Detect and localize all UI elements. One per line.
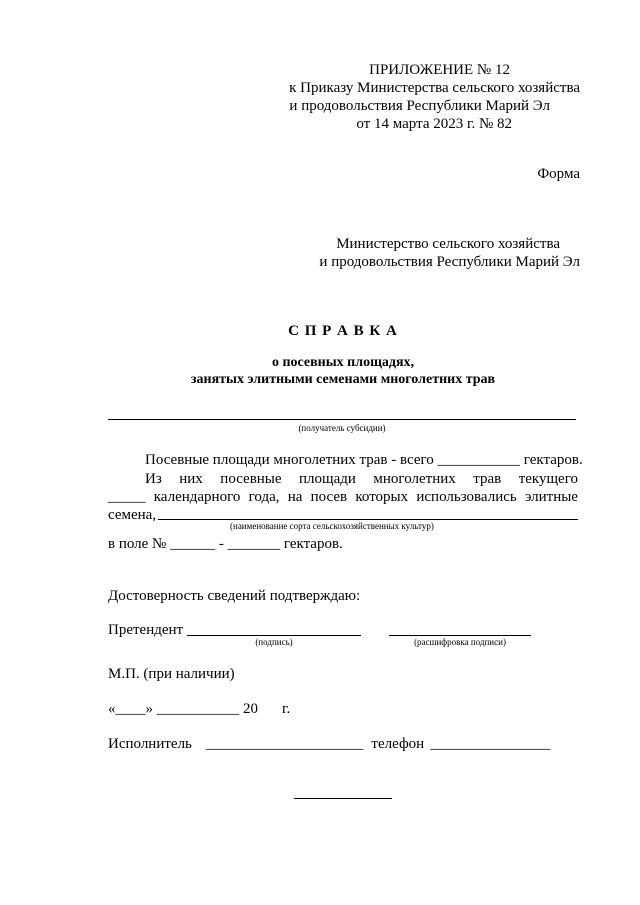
word: них [179, 471, 203, 487]
open-quote: « [108, 701, 116, 717]
word: текущего [518, 471, 578, 487]
closing-rule [294, 798, 392, 799]
year-blank: _____ [108, 489, 146, 505]
word: площади [299, 471, 356, 487]
stamp-label: М.П. (при наличии) [108, 666, 235, 682]
decoding-caption: (расшифровка подписи) [414, 637, 506, 647]
recipient-caption: (получатель субсидии) [298, 423, 386, 433]
month-blank: ___________ [156, 701, 240, 717]
executor-line [108, 735, 550, 753]
decoding-line [389, 635, 531, 636]
word: Из [145, 471, 162, 487]
variety-caption: (наименование сорта сельскохозяйственных культур) [230, 521, 434, 531]
field-number-line: в поле № ______ - _______ гектаров. [108, 536, 343, 552]
paragraph-current-year [145, 470, 578, 488]
date-line [108, 700, 290, 718]
total-area-blank: ___________ [437, 452, 521, 468]
total-area-prefix: Посевные площади многолетних трав - всего [145, 452, 438, 468]
word: на [287, 489, 303, 505]
addressee-line-2: и продовольствия Республики Марий Эл [319, 254, 580, 270]
close-quote: » [145, 701, 153, 717]
word: использовались [416, 489, 517, 505]
signature-line [187, 635, 361, 636]
phone-label: телефон [371, 736, 425, 752]
day-blank: ____ [115, 701, 146, 717]
signature-caption: (подпись) [255, 637, 293, 647]
subtitle-line-1: о посевных площадях, [271, 355, 415, 370]
order-line-1: к Приказу Министерства сельского хозяйства [289, 80, 580, 96]
paragraph-total-area [145, 451, 583, 469]
subtitle-line-2: занятых элитными семенами многолетних трав [190, 372, 496, 387]
order-line-2: и продовольствия Республики Марий Эл [289, 98, 550, 114]
recipient-line [108, 419, 576, 420]
total-area-suffix: гектаров. [520, 452, 583, 468]
confirmation-text: Достоверность сведений подтверждаю: [108, 588, 361, 604]
word: трав [473, 471, 502, 487]
form-label: Форма [537, 166, 580, 182]
applicant-label: Претендент [108, 622, 184, 638]
word: календарного [153, 489, 241, 505]
document-title: С П Р А В К А [288, 323, 398, 339]
seeds-label: семена, [108, 507, 157, 523]
addressee-line-1: Министерство сельского хозяйства [336, 236, 560, 252]
word: элитные [524, 489, 578, 505]
paragraph-calendar-year [108, 488, 578, 506]
order-date: от 14 марта 2023 г. № 82 [356, 116, 512, 132]
variety-line [158, 519, 578, 520]
phone-blank: ________________ [430, 736, 551, 752]
word: посев [310, 489, 348, 505]
appendix-number: ПРИЛОЖЕНИЕ № 12 [369, 62, 510, 78]
word: посевные [220, 471, 282, 487]
executor-label: Исполнитель [108, 736, 192, 752]
year-prefix: 20 [243, 701, 258, 717]
word: которых [355, 489, 409, 505]
word: года, [248, 489, 280, 505]
word: многолетних [373, 471, 456, 487]
year-suffix: г. [282, 701, 291, 717]
executor-blank: _____________________ [205, 736, 364, 752]
